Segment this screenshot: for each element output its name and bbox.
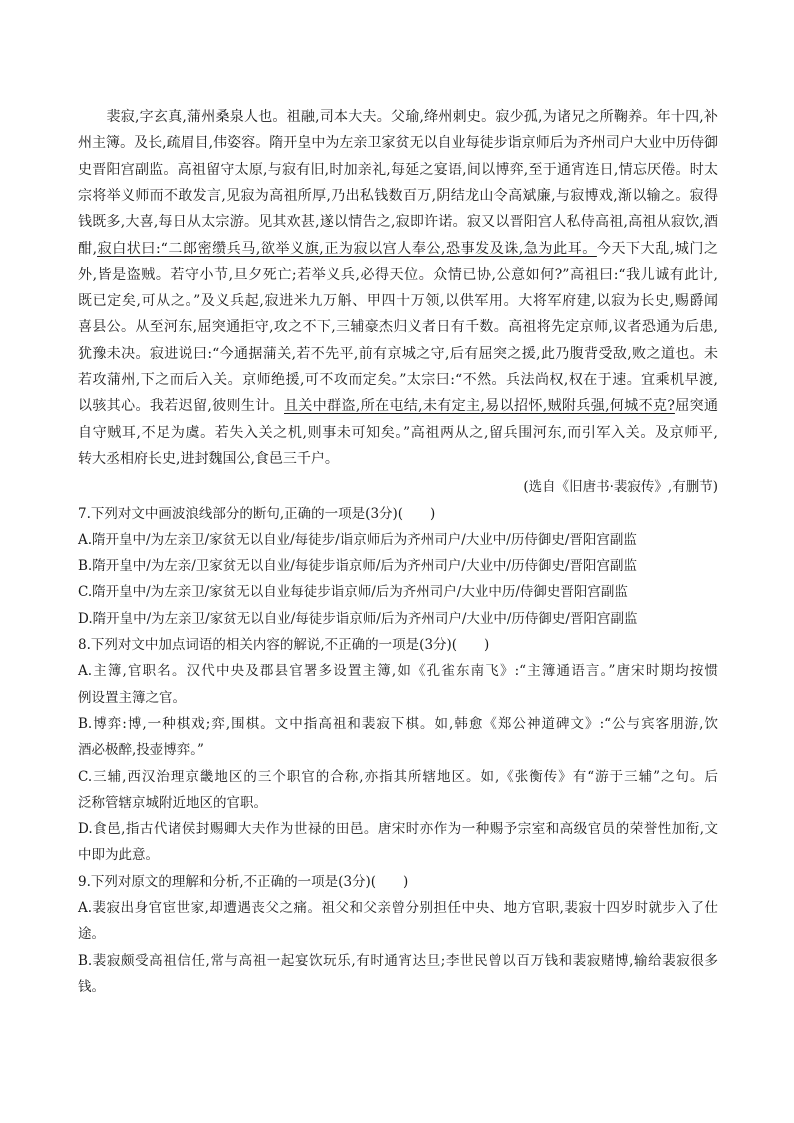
passage-text: 外,皆是盗贼。若守小节,旦夕死亡;若举义兵,必得天位。众情已协,公意如何?”高祖曰:“我儿诚有此计, (78, 266, 718, 283)
passage-line (78, 209, 718, 235)
answer-option: C.三辅,西汉治理京畿地区的三个职官的合称,亦指其所辖地区。如,《张衡传》有“游于三辅”之句。后 (78, 768, 718, 785)
passage-line (78, 104, 718, 130)
answer-option: 酒必极醉,投壶博弈。” (78, 742, 204, 759)
question-stem: 8.下列对文中加点词语的相关内容的解说,不正确的一项是(3分)( ) (78, 637, 490, 653)
passage-text: 自守贼耳,不足为虞。若失入关之机,则事未可知矣。”高祖两从之,留兵围河东,而引军入关。及京师平, (78, 424, 718, 441)
answer-option: D.隋开皇中/为左亲卫/家贫无以自业/每徒步诣京师/后为齐州司户/大业中/历侍御史/晋阳宫副监 (78, 610, 638, 627)
passage-text: 史晋阳宫副监。高祖留守太原,与寂有旧,时加亲礼,每延之宴语,间以博弈,至于通宵连日,情忘厌倦。时太 (78, 161, 718, 178)
passage-text: 州主簿。及长,疏眉目,伟姿容。隋开皇中为左亲卫家贫无以自业每徒步诣京师后为齐州司户大业中历侍御 (78, 135, 718, 152)
answer-option: A.主簿,官职名。汉代中央及郡县官署多设置主簿,如《孔雀东南飞》:“主簿通语言。”唐宋时期均按惯 (78, 663, 718, 680)
source-citation: (选自《旧唐书·裴寂传》,有删节) (523, 479, 718, 496)
passage-text: 犹豫未决。寂进说曰:“今通据蒲关,若不先平,前有京城之守,后有屈突之援,此乃腹背受敌,败之道也。未 (78, 345, 718, 362)
answer-option: C.隋开皇中/为左亲卫/家贫无以自业每徒步诣京师/后为齐州司户/大业中历/侍御史晋阳宫副监 (78, 584, 628, 601)
answer-option: B.裴寂颇受高祖信任,常与高祖一起宴饮玩乐,有时通宵达旦;李世民曾以百万钱和裴寂赌博,输给裴寂很多 (78, 952, 718, 969)
answer-option: 中即为此意。 (78, 847, 159, 864)
answer-option: D.食邑,指古代诸侯封赐卿大夫作为世禄的田邑。唐宋时亦作为一种赐予宗室和高级官员的荣誉性加衔,文 (78, 821, 718, 838)
passage-text: 喜县公。从至河东,屈突通拒守,攻之不下,三辅豪杰归义者日有千数。高祖将先定京师,议者恐通为后患, (78, 319, 718, 336)
passage-line (78, 183, 718, 209)
passage-line (78, 446, 718, 472)
passage-line (78, 288, 718, 314)
answer-option: A.隋开皇中/为左亲卫/家贫无以自业/每徒步/诣京师后为齐州司户/大业中/历侍御史/晋阳宫副监 (78, 531, 637, 548)
question-stem: 9.下列对原文的理解和分析,不正确的一项是(3分)( ) (78, 873, 409, 890)
answer-option: 例设置主簿之官。 (78, 689, 186, 706)
passage-line (78, 314, 718, 340)
passage-line (78, 130, 718, 156)
passage-text: 钱既多,大喜,每日从太宗游。见其欢甚,遂以情告之,寂即许诺。寂又以晋阳宫人私侍高祖,高祖从寂饮,酒 (78, 214, 718, 231)
passage-line (78, 341, 718, 367)
passage-text: 屈突通 (674, 398, 719, 415)
answer-option: 途。 (78, 926, 105, 943)
passage-text: 既已定矣,可从之。”及义兵起,寂进米九万斛、甲四十万领,以供军用。大将军府建,以寂为长史,赐爵闻 (78, 293, 718, 310)
passage-line (78, 393, 718, 419)
passage-text: 宗将举义师而不敢发言,见寂为高祖所厚,乃出私钱数百万,阴结龙山令高斌廉,与寂博戏,渐以输之。寂得 (78, 187, 718, 204)
passage-text: 酣, (78, 240, 98, 257)
passage-line (78, 157, 718, 183)
answer-option: 钱。 (78, 978, 105, 995)
passage-line (78, 236, 718, 262)
answer-option: B.隋开皇中/为左亲/卫家贫无以自业/每徒步诣京师/后为齐州司户/大业中/历侍御史/晋阳宫副监 (78, 558, 638, 575)
passage-line (78, 262, 718, 288)
passage-text: 以骇其心。我若迟留,彼则生计。 (78, 398, 285, 415)
passage-text: 裴寂,字玄真,蒲州桑泉人也。祖融,司本大夫。父瑜,绛州刺史。寂少孤,为诸兄之所鞠养。年十四,补 (78, 109, 718, 125)
passage-line (78, 420, 718, 446)
passage-line (78, 367, 718, 393)
passage-text: 若攻蒲州,下之而后入关。京师绝援,可不攻而定矣。”太宗曰:“不然。兵法尚权,权在于速。宜乘机早渡, (78, 372, 718, 388)
answer-option: 泛称管辖京城附近地区的官职。 (78, 794, 267, 811)
underlined-sentence: 寂白状曰:“二郎密缵兵马,欲举义旗,正为寂以宫人奉公,恐事发及诛,急为此耳。 (97, 240, 597, 257)
answer-option: A.裴寂出身官宦世家,却遭遇丧父之痛。祖父和父亲曾分别担任中央、地方官职,裴寂十四岁时就步入了仕 (78, 900, 718, 916)
question-stem: 7.下列对文中画波浪线部分的断句,正确的一项是(3分)( ) (78, 505, 436, 522)
underlined-sentence: 且关中群盗,所在屯结,未有定主,易以招怀,贼附兵强,何城不克? (284, 398, 675, 415)
answer-option: B.博弈:博,一种棋戏;弈,围棋。文中指高祖和裴寂下棋。如,韩愈《郑公神道碑文》:“公与宾客朋游,饮 (78, 715, 718, 732)
passage-text: 今天下大乱,城门之 (596, 240, 719, 257)
passage-text: 转大丞相府长史,进封魏国公,食邑三千户。 (78, 450, 339, 467)
